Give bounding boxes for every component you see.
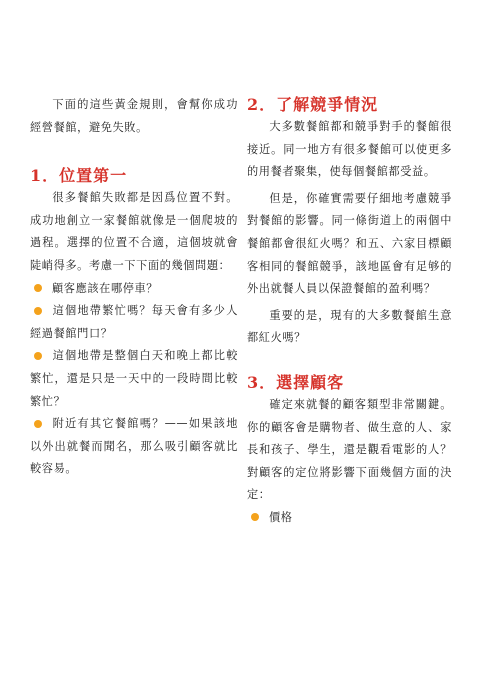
bullet-item-nearby bbox=[30, 413, 238, 481]
right-column bbox=[247, 94, 452, 530]
section-2-paragraph-3: 重要的是，現有的大多數餐館生意都紅火嗎？ bbox=[247, 308, 452, 345]
bullet-icon bbox=[34, 284, 42, 292]
intro-paragraph: 下面的這些黃金規則，會幫你成功經營餐館，避免失敗。 bbox=[30, 98, 238, 134]
bullet-item-price bbox=[247, 507, 452, 530]
bullet-icon bbox=[251, 513, 259, 521]
section-1-heading: 1．位置第一 bbox=[30, 166, 128, 186]
section-2-heading: 2．了解競爭情況 bbox=[247, 95, 379, 114]
left-column bbox=[30, 94, 238, 481]
bullet-text: 價格 bbox=[269, 510, 293, 524]
section-3-paragraph: 確定來就餐的顧客類型非常關鍵。你的顧客會是購物者、做生意的人、家長和孩子、學生，還是觀看電影的人？對顧客的定位將影響下面幾個方面的決定： bbox=[247, 397, 452, 502]
bullet-item-parking bbox=[30, 278, 238, 301]
bullet-item-day-night bbox=[30, 345, 238, 413]
bullet-text: 這個地帶是整個白天和晚上都比較繁忙，還是只是一天中的一段時間比較繁忙？ bbox=[30, 349, 238, 408]
bullet-text: 顧客應該在哪停車？ bbox=[52, 281, 159, 295]
section-2-paragraph-1: 大多數餐館都和競爭對手的餐館很接近。同一地方有很多餐館可以使更多的用餐者聚集，使每個餐館都受益。 bbox=[247, 120, 452, 179]
section-2-paragraph-2: 但是，你確實需要仔細地考慮競爭對餐館的影響。同一條街道上的兩個中餐館都會很紅火嗎？和五、六家目標顧客相同的餐館競爭，該地區會有足够的外出就餐人員以保證餐館的盈利嗎？ bbox=[247, 191, 452, 296]
bullet-icon bbox=[34, 352, 42, 360]
section-3-heading: 3．選擇顧客 bbox=[247, 372, 345, 392]
bullet-icon bbox=[34, 420, 42, 428]
bullet-icon bbox=[34, 307, 42, 315]
bullet-text: 這個地帶繁忙嗎？每天會有多少人經過餐館門口？ bbox=[30, 304, 238, 340]
bullet-item-busy bbox=[30, 300, 238, 345]
bullet-text: 附近有其它餐館嗎？——如果該地以外出就餐而聞名，那么吸引顧客就比較容易。 bbox=[30, 417, 238, 476]
section-1-paragraph: 很多餐館失敗都是因爲位置不對。成功地創立一家餐館就像是一個爬坡的過程。選擇的位置不合適，這個坡就會陡峭得多。考慮一下下面的幾個問題： bbox=[30, 191, 238, 272]
